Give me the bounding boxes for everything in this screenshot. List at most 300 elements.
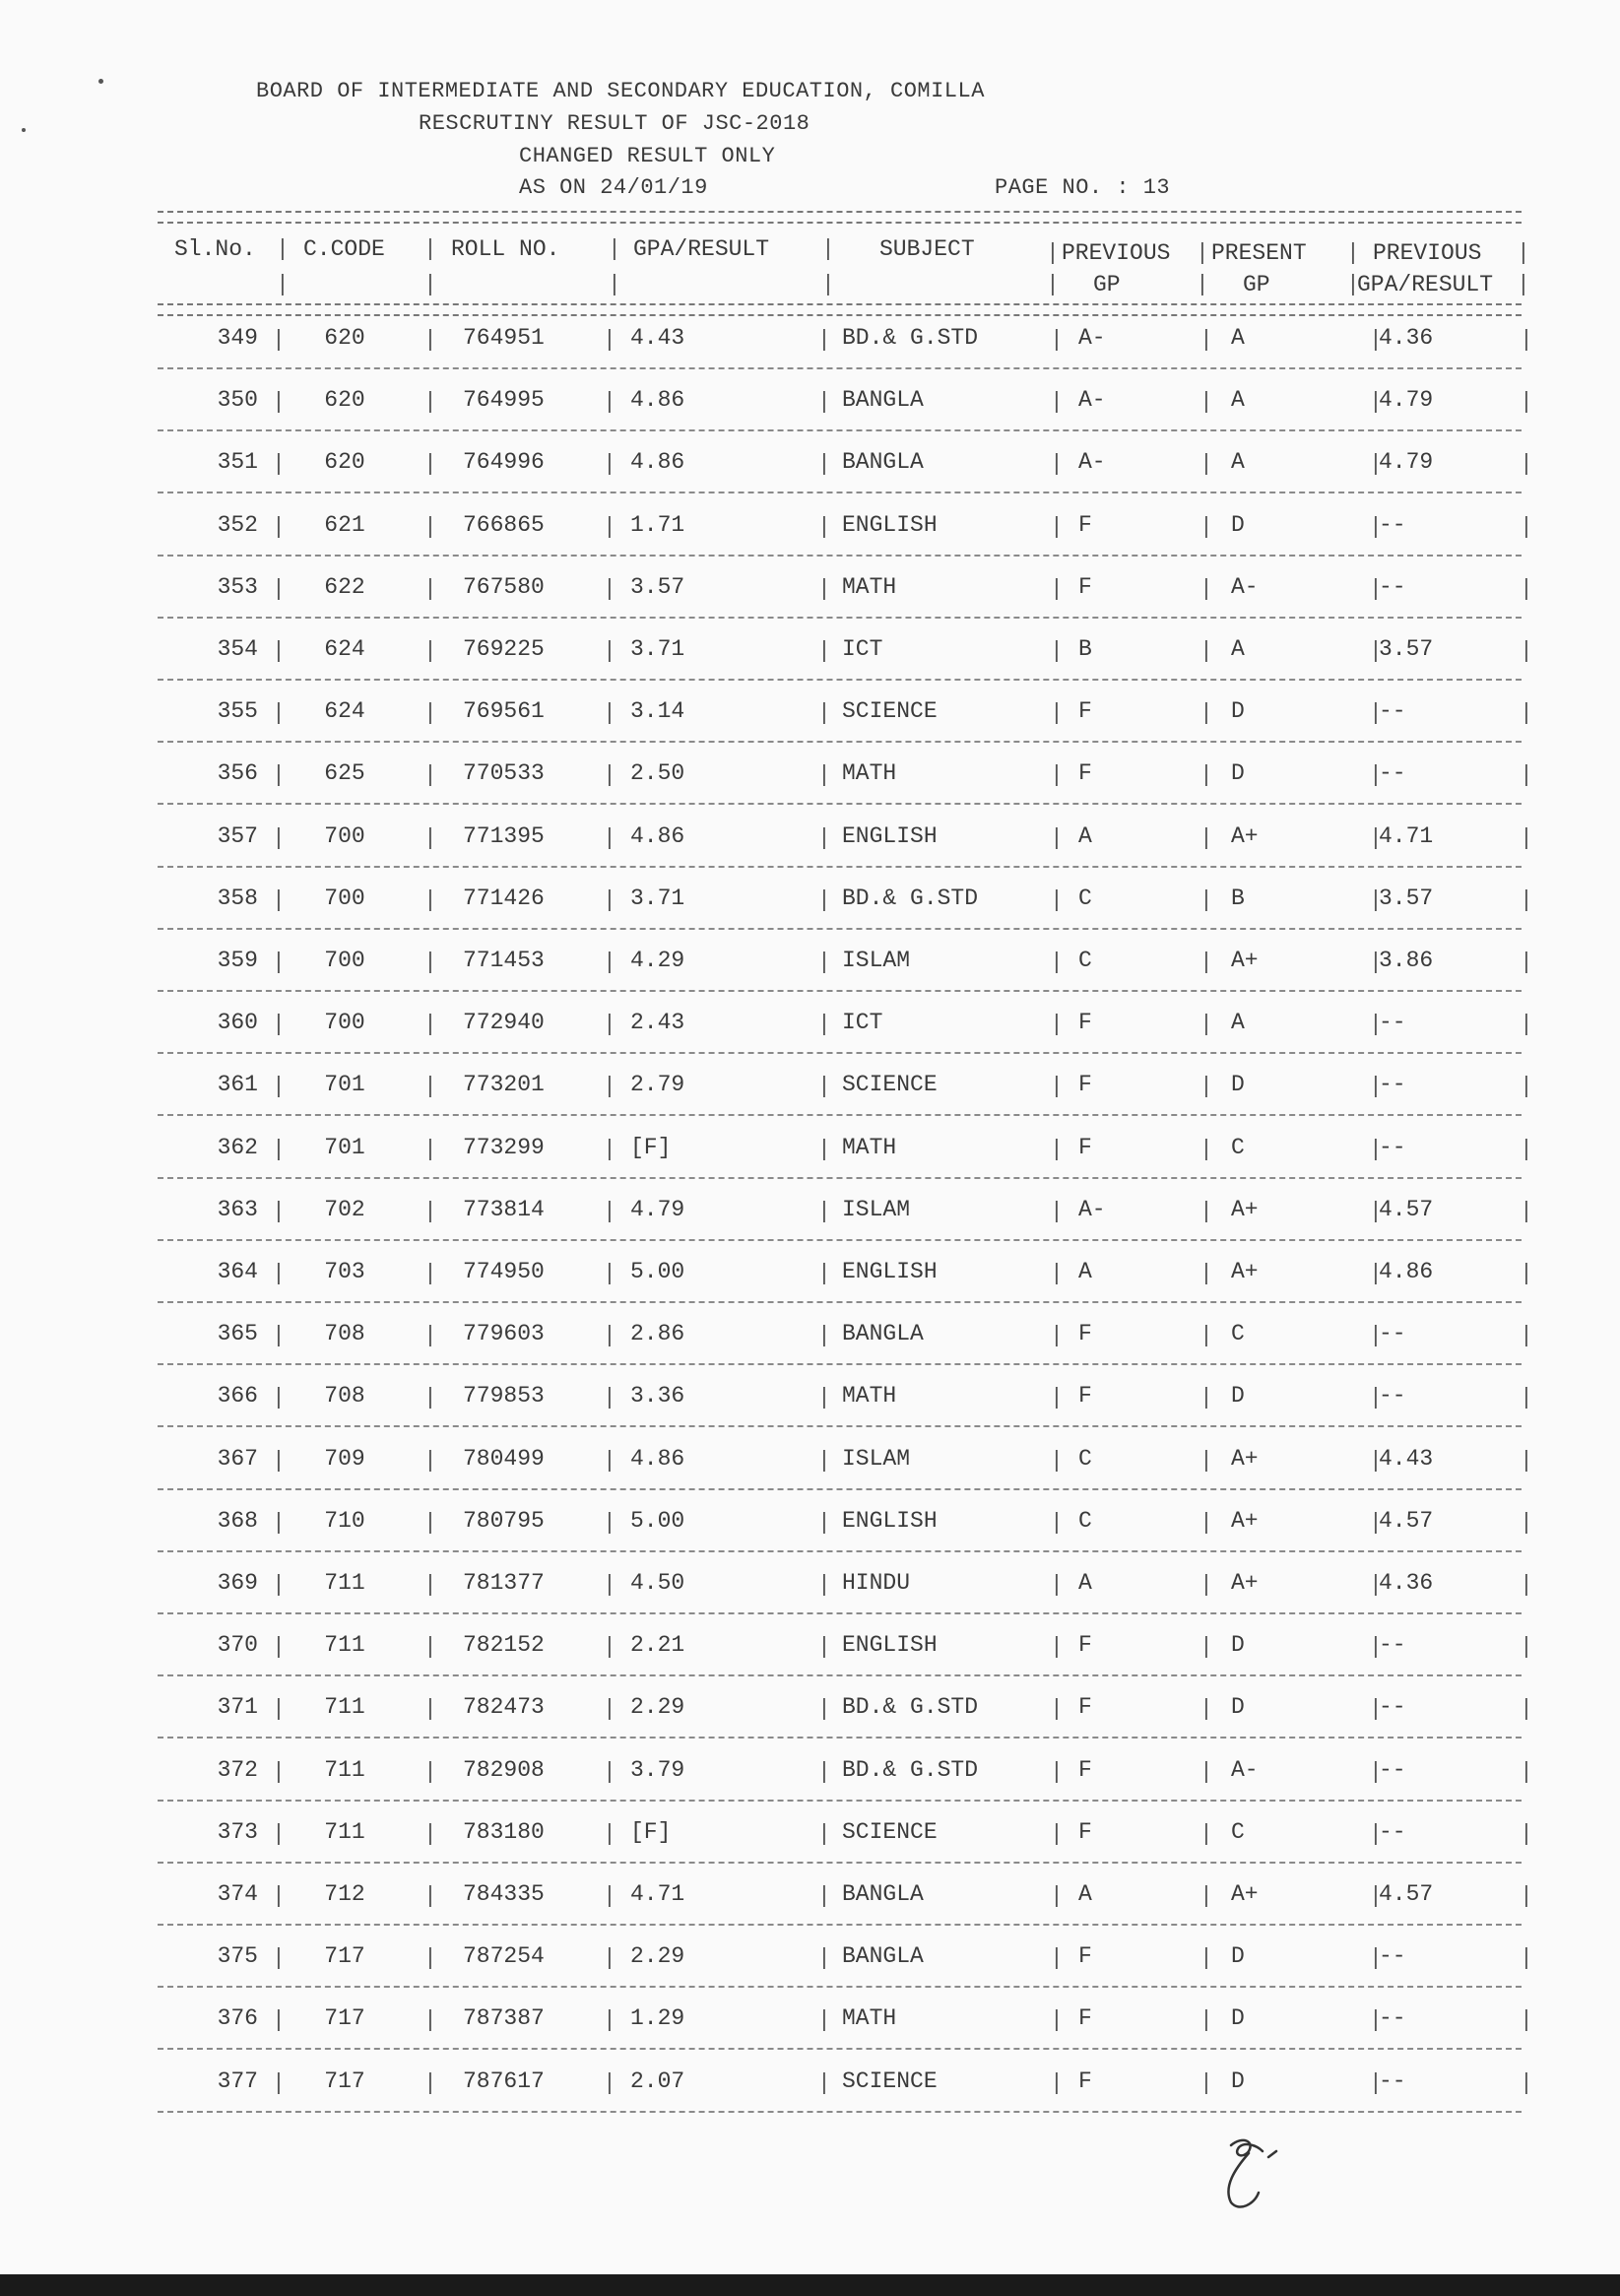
column-separator: | bbox=[1520, 1323, 1533, 1348]
column-separator: | bbox=[423, 1385, 437, 1410]
cell-rollno: 773814 bbox=[463, 1197, 545, 1222]
column-separator: | bbox=[1369, 1385, 1383, 1410]
cell-gpa-result: 1.29 bbox=[630, 2005, 685, 2031]
column-separator: | bbox=[423, 1572, 437, 1598]
column-separator: | bbox=[603, 1074, 616, 1099]
column-separator: | bbox=[817, 451, 831, 477]
cell-previous-result: 4.36 bbox=[1379, 325, 1434, 351]
cell-subject: BD.& G.STD bbox=[842, 886, 979, 911]
column-separator: | bbox=[817, 1448, 831, 1474]
column-separator: | bbox=[1369, 1137, 1383, 1162]
column-separator: | bbox=[272, 1323, 286, 1348]
row-rule bbox=[158, 1986, 1522, 1988]
col-ccode: C.CODE bbox=[303, 236, 385, 262]
column-separator: | bbox=[1199, 1821, 1213, 1847]
column-separator: | bbox=[1199, 887, 1213, 913]
cell-slno: 376 bbox=[217, 2005, 258, 2031]
column-separator: | bbox=[1369, 576, 1383, 602]
column-separator: | bbox=[1369, 1510, 1383, 1536]
row-rule bbox=[158, 1052, 1522, 1054]
cell-rollno: 774950 bbox=[463, 1259, 545, 1284]
column-separator: | bbox=[1520, 1759, 1533, 1785]
cell-ccode: 717 bbox=[324, 2005, 365, 2031]
cell-ccode: 701 bbox=[324, 1135, 365, 1160]
column-separator: | bbox=[603, 1137, 616, 1162]
column-separator: | bbox=[1520, 1385, 1533, 1410]
column-separator: | bbox=[603, 1448, 616, 1474]
cell-previous-result: 4.79 bbox=[1379, 449, 1434, 475]
column-separator: | bbox=[603, 1883, 616, 1909]
row-rule bbox=[158, 741, 1522, 743]
cell-previous-result: 4.43 bbox=[1379, 1446, 1434, 1472]
column-separator: | bbox=[1369, 2007, 1383, 2033]
cell-previous-gp: F bbox=[1078, 2005, 1092, 2031]
column-separator: | bbox=[272, 1945, 286, 1971]
cell-previous-gp: F bbox=[1078, 1943, 1092, 1969]
col-previous-gp-sub: GP bbox=[1093, 272, 1121, 297]
column-separator: | bbox=[603, 887, 616, 913]
cell-present-gp: A- bbox=[1231, 1757, 1259, 1783]
cell-previous-gp: F bbox=[1078, 698, 1092, 724]
cell-gpa-result: 3.14 bbox=[630, 698, 685, 724]
column-separator: | bbox=[1520, 327, 1533, 353]
cell-slno: 371 bbox=[217, 1694, 258, 1720]
column-separator: | bbox=[1199, 1759, 1213, 1785]
cell-rollno: 770533 bbox=[463, 760, 545, 786]
cell-previous-gp: A- bbox=[1078, 449, 1106, 475]
column-separator: | bbox=[817, 638, 831, 664]
column-separator: | bbox=[603, 576, 616, 602]
cell-previous-gp: A bbox=[1078, 1570, 1092, 1596]
column-separator: | bbox=[1520, 389, 1533, 415]
cell-gpa-result: 2.29 bbox=[630, 1943, 685, 1969]
column-separator: | bbox=[1050, 1510, 1064, 1536]
cell-previous-gp: A bbox=[1078, 1259, 1092, 1284]
column-separator: | bbox=[423, 451, 437, 477]
column-separator: | bbox=[1199, 1696, 1213, 1722]
column-separator: | bbox=[1520, 1821, 1533, 1847]
column-separator: | bbox=[272, 514, 286, 540]
column-separator: | bbox=[1520, 762, 1533, 788]
column-separator: | bbox=[1050, 1448, 1064, 1474]
board-title: BOARD OF INTERMEDIATE AND SECONDARY EDUCATION, COMILLA bbox=[256, 79, 985, 103]
column-separator: | bbox=[1520, 1199, 1533, 1224]
cell-gpa-result: 3.57 bbox=[630, 574, 685, 600]
cell-previous-result: -- bbox=[1379, 2005, 1406, 2031]
column-separator: | bbox=[603, 2007, 616, 2033]
column-separator: | bbox=[423, 1634, 437, 1660]
column-separator: | bbox=[1199, 1199, 1213, 1224]
column-separator: | bbox=[817, 327, 831, 353]
column-separator: | bbox=[817, 762, 831, 788]
cell-previous-gp: F bbox=[1078, 1072, 1092, 1097]
cell-ccode: 717 bbox=[324, 2068, 365, 2094]
column-separator: | bbox=[272, 1261, 286, 1286]
cell-present-gp: D bbox=[1231, 1383, 1245, 1409]
row-rule bbox=[158, 429, 1522, 431]
column-separator: | bbox=[817, 1883, 831, 1909]
cell-ccode: 620 bbox=[324, 449, 365, 475]
column-separator: | bbox=[603, 327, 616, 353]
cell-previous-result: 4.57 bbox=[1379, 1881, 1434, 1907]
column-separator: | bbox=[603, 1634, 616, 1660]
column-separator: | bbox=[272, 1696, 286, 1722]
cell-previous-gp: F bbox=[1078, 760, 1092, 786]
col-previous-gp: PREVIOUS bbox=[1062, 240, 1171, 266]
column-separator: | bbox=[603, 762, 616, 788]
column-separator: | bbox=[423, 514, 437, 540]
report-subtitle: CHANGED RESULT ONLY bbox=[519, 144, 776, 168]
column-separator: | bbox=[1199, 825, 1213, 851]
header-rule-bottom bbox=[158, 303, 1522, 316]
cell-present-gp: A bbox=[1231, 387, 1245, 413]
row-rule bbox=[158, 1612, 1522, 1614]
column-separator: | bbox=[817, 1572, 831, 1598]
cell-rollno: 779853 bbox=[463, 1383, 545, 1409]
column-separator: | bbox=[272, 327, 286, 353]
column-separator: | bbox=[1369, 1572, 1383, 1598]
cell-ccode: 711 bbox=[324, 1632, 365, 1658]
row-rule bbox=[158, 492, 1522, 493]
column-separator: | bbox=[603, 1261, 616, 1286]
column-separator: | bbox=[1199, 2007, 1213, 2033]
column-separator: | bbox=[1199, 389, 1213, 415]
cell-present-gp: B bbox=[1231, 886, 1245, 911]
cell-previous-result: -- bbox=[1379, 1321, 1406, 1346]
cell-previous-result: -- bbox=[1379, 1819, 1406, 1845]
cell-subject: SCIENCE bbox=[842, 698, 938, 724]
cell-previous-gp: C bbox=[1078, 1446, 1092, 1472]
cell-rollno: 772940 bbox=[463, 1010, 545, 1035]
cell-ccode: 701 bbox=[324, 1072, 365, 1097]
column-separator: | bbox=[272, 1821, 286, 1847]
column-separator: | bbox=[1050, 887, 1064, 913]
cell-subject: MATH bbox=[842, 1135, 897, 1160]
column-separator: | bbox=[1199, 700, 1213, 726]
column-separator: | bbox=[1050, 1323, 1064, 1348]
column-separator: | bbox=[1199, 1448, 1213, 1474]
cell-gpa-result: 2.43 bbox=[630, 1010, 685, 1035]
signature-mark bbox=[1211, 2128, 1320, 2216]
cell-slno: 365 bbox=[217, 1321, 258, 1346]
column-separator: | bbox=[817, 1261, 831, 1286]
column-separator: | bbox=[817, 950, 831, 975]
column-separator: | bbox=[1369, 451, 1383, 477]
column-separator: | bbox=[423, 1821, 437, 1847]
cell-subject: ICT bbox=[842, 636, 883, 662]
cell-slno: 372 bbox=[217, 1757, 258, 1783]
column-separator: | bbox=[1199, 762, 1213, 788]
cell-rollno: 781377 bbox=[463, 1570, 545, 1596]
cell-rollno: 787617 bbox=[463, 2068, 545, 2094]
column-separator: | bbox=[1199, 1634, 1213, 1660]
column-separator: | bbox=[817, 1074, 831, 1099]
column-separator: | bbox=[1199, 2070, 1213, 2096]
row-rule bbox=[158, 1800, 1522, 1802]
cell-gpa-result: 4.86 bbox=[630, 387, 685, 413]
cell-subject: MATH bbox=[842, 574, 897, 600]
column-separator: | bbox=[272, 576, 286, 602]
column-separator: | bbox=[1520, 2070, 1533, 2096]
cell-rollno: 771426 bbox=[463, 886, 545, 911]
row-rule bbox=[158, 1363, 1522, 1365]
column-separator: | bbox=[1369, 638, 1383, 664]
cell-previous-result: -- bbox=[1379, 512, 1406, 538]
column-separator: | bbox=[817, 1012, 831, 1037]
column-separator: | bbox=[817, 1510, 831, 1536]
cell-subject: MATH bbox=[842, 2005, 897, 2031]
cell-slno: 358 bbox=[217, 886, 258, 911]
column-separator: | bbox=[817, 2070, 831, 2096]
cell-slno: 375 bbox=[217, 1943, 258, 1969]
row-rule bbox=[158, 617, 1522, 619]
column-separator: | bbox=[1520, 1696, 1533, 1722]
report-title: RESCRUTINY RESULT OF JSC-2018 bbox=[419, 111, 810, 136]
cell-previous-gp: F bbox=[1078, 574, 1092, 600]
column-separator: | bbox=[1050, 1385, 1064, 1410]
cell-gpa-result: 4.86 bbox=[630, 1446, 685, 1472]
column-separator: | bbox=[1050, 2007, 1064, 2033]
column-separator: | bbox=[272, 1074, 286, 1099]
cell-gpa-result: 4.71 bbox=[630, 1881, 685, 1907]
row-rule bbox=[158, 2111, 1522, 2113]
cell-present-gp: A+ bbox=[1231, 1197, 1259, 1222]
cell-rollno: 766865 bbox=[463, 512, 545, 538]
cell-gpa-result: 5.00 bbox=[630, 1508, 685, 1534]
cell-gpa-result: 4.50 bbox=[630, 1570, 685, 1596]
cell-rollno: 787254 bbox=[463, 1943, 545, 1969]
cell-ccode: 625 bbox=[324, 760, 365, 786]
cell-gpa-result: 4.43 bbox=[630, 325, 685, 351]
column-separator: | bbox=[423, 1261, 437, 1286]
cell-present-gp: D bbox=[1231, 698, 1245, 724]
row-rule bbox=[158, 1114, 1522, 1116]
scan-speck bbox=[22, 128, 26, 132]
cell-previous-result: 3.86 bbox=[1379, 948, 1434, 973]
cell-slno: 366 bbox=[217, 1383, 258, 1409]
cell-present-gp: A+ bbox=[1231, 1570, 1259, 1596]
cell-ccode: 711 bbox=[324, 1819, 365, 1845]
column-separator: | bbox=[1050, 1696, 1064, 1722]
cell-present-gp: D bbox=[1231, 1632, 1245, 1658]
column-separator: | bbox=[1199, 1385, 1213, 1410]
column-separator: | bbox=[817, 825, 831, 851]
cell-present-gp: D bbox=[1231, 1072, 1245, 1097]
cell-subject: BD.& G.STD bbox=[842, 1694, 979, 1720]
cell-gpa-result: 3.79 bbox=[630, 1757, 685, 1783]
col-previous-result-sub: GPA/RESULT bbox=[1357, 272, 1494, 297]
column-separator: | bbox=[272, 1572, 286, 1598]
cell-gpa-result: 3.71 bbox=[630, 886, 685, 911]
column-separator: | bbox=[1520, 887, 1533, 913]
col-gpa-result: GPA/RESULT bbox=[633, 236, 770, 262]
column-separator: | bbox=[1369, 1199, 1383, 1224]
cell-present-gp: A+ bbox=[1231, 1881, 1259, 1907]
column-separator: | bbox=[423, 638, 437, 664]
cell-slno: 355 bbox=[217, 698, 258, 724]
cell-rollno: 764996 bbox=[463, 449, 545, 475]
col-present-gp: PRESENT bbox=[1211, 240, 1307, 266]
cell-slno: 377 bbox=[217, 2068, 258, 2094]
column-separator: | bbox=[423, 1759, 437, 1785]
column-separator: | bbox=[423, 1012, 437, 1037]
cell-previous-result: -- bbox=[1379, 760, 1406, 786]
cell-slno: 352 bbox=[217, 512, 258, 538]
cell-rollno: 773201 bbox=[463, 1072, 545, 1097]
cell-rollno: 780795 bbox=[463, 1508, 545, 1534]
cell-slno: 370 bbox=[217, 1632, 258, 1658]
column-separator: | bbox=[1369, 762, 1383, 788]
column-separator: | bbox=[1520, 451, 1533, 477]
cell-previous-gp: A- bbox=[1078, 1197, 1106, 1222]
cell-gpa-result: 2.79 bbox=[630, 1072, 685, 1097]
column-separator: | bbox=[603, 1510, 616, 1536]
cell-rollno: 782908 bbox=[463, 1757, 545, 1783]
column-separator: | bbox=[272, 700, 286, 726]
cell-ccode: 624 bbox=[324, 698, 365, 724]
cell-ccode: 711 bbox=[324, 1694, 365, 1720]
row-rule bbox=[158, 555, 1522, 557]
column-separator: | bbox=[817, 1821, 831, 1847]
cell-previous-gp: F bbox=[1078, 1321, 1092, 1346]
column-separator: | bbox=[1369, 1821, 1383, 1847]
column-separator: | bbox=[1199, 1261, 1213, 1286]
column-separator: | bbox=[817, 1696, 831, 1722]
cell-present-gp: C bbox=[1231, 1321, 1245, 1346]
column-separator: | bbox=[272, 2007, 286, 2033]
row-rule bbox=[158, 1550, 1522, 1552]
column-separator: | bbox=[603, 1945, 616, 1971]
cell-slno: 359 bbox=[217, 948, 258, 973]
cell-ccode: 717 bbox=[324, 1943, 365, 1969]
cell-rollno: 771395 bbox=[463, 823, 545, 849]
cell-subject: ISLAM bbox=[842, 948, 911, 973]
column-separator: | bbox=[423, 950, 437, 975]
column-separator: | bbox=[817, 389, 831, 415]
cell-previous-result: 4.57 bbox=[1379, 1197, 1434, 1222]
cell-ccode: 708 bbox=[324, 1321, 365, 1346]
cell-subject: ENGLISH bbox=[842, 1632, 938, 1658]
report-date: AS ON 24/01/19 bbox=[519, 175, 708, 200]
cell-subject: BANGLA bbox=[842, 1881, 924, 1907]
column-separator: | bbox=[1050, 638, 1064, 664]
column-separator: | bbox=[603, 1759, 616, 1785]
cell-subject: ISLAM bbox=[842, 1446, 911, 1472]
column-separator: | bbox=[817, 1323, 831, 1348]
column-separator: | bbox=[1050, 327, 1064, 353]
cell-previous-result: -- bbox=[1379, 1694, 1406, 1720]
column-separator: | bbox=[817, 1759, 831, 1785]
row-rule bbox=[158, 1737, 1522, 1738]
cell-subject: BANGLA bbox=[842, 449, 924, 475]
cell-slno: 360 bbox=[217, 1010, 258, 1035]
column-separator: | bbox=[603, 950, 616, 975]
cell-ccode: 702 bbox=[324, 1197, 365, 1222]
column-separator: | bbox=[1520, 1883, 1533, 1909]
cell-subject: BANGLA bbox=[842, 1943, 924, 1969]
col-rollno: ROLL NO. bbox=[451, 236, 560, 262]
column-separator: | bbox=[1520, 1448, 1533, 1474]
cell-ccode: 703 bbox=[324, 1259, 365, 1284]
cell-previous-result: -- bbox=[1379, 1632, 1406, 1658]
cell-gpa-result: [F] bbox=[630, 1819, 672, 1845]
column-separator: | bbox=[817, 2007, 831, 2033]
column-separator: | bbox=[423, 576, 437, 602]
column-separator: | bbox=[1199, 576, 1213, 602]
column-separator: | bbox=[1520, 1572, 1533, 1598]
column-separator: | bbox=[423, 1696, 437, 1722]
column-separator: | bbox=[1369, 1883, 1383, 1909]
column-separator: | bbox=[423, 1137, 437, 1162]
column-separator: | bbox=[272, 2070, 286, 2096]
column-separator: | bbox=[1199, 327, 1213, 353]
cell-previous-gp: A bbox=[1078, 1881, 1092, 1907]
column-separator: | bbox=[817, 576, 831, 602]
column-separator: | bbox=[1520, 2007, 1533, 2033]
cell-present-gp: D bbox=[1231, 512, 1245, 538]
column-separator: | bbox=[272, 1883, 286, 1909]
cell-subject: SCIENCE bbox=[842, 1819, 938, 1845]
cell-subject: SCIENCE bbox=[842, 1072, 938, 1097]
column-separator: | bbox=[423, 1945, 437, 1971]
cell-present-gp: D bbox=[1231, 760, 1245, 786]
cell-rollno: 771453 bbox=[463, 948, 545, 973]
column-separator: | bbox=[817, 700, 831, 726]
cell-previous-gp: F bbox=[1078, 1135, 1092, 1160]
column-separator: | bbox=[603, 1199, 616, 1224]
column-separator: | bbox=[1520, 700, 1533, 726]
cell-previous-result: -- bbox=[1379, 1943, 1406, 1969]
cell-gpa-result: 2.50 bbox=[630, 760, 685, 786]
cell-subject: BD.& G.STD bbox=[842, 325, 979, 351]
column-separator: | bbox=[1199, 1945, 1213, 1971]
cell-rollno: 787387 bbox=[463, 2005, 545, 2031]
column-separator: | bbox=[1369, 1012, 1383, 1037]
column-separator: | bbox=[603, 2070, 616, 2096]
column-separator: | bbox=[272, 1448, 286, 1474]
column-separator: | bbox=[423, 327, 437, 353]
column-separator: | bbox=[423, 825, 437, 851]
column-separator: | bbox=[423, 1074, 437, 1099]
cell-gpa-result: 3.71 bbox=[630, 636, 685, 662]
column-separator: | bbox=[1369, 1323, 1383, 1348]
column-separator: | bbox=[423, 389, 437, 415]
cell-slno: 363 bbox=[217, 1197, 258, 1222]
column-separator: | bbox=[1199, 1012, 1213, 1037]
cell-previous-gp: F bbox=[1078, 512, 1092, 538]
cell-previous-result: 4.86 bbox=[1379, 1259, 1434, 1284]
row-rule bbox=[158, 928, 1522, 930]
column-separator: | bbox=[272, 1759, 286, 1785]
cell-present-gp: C bbox=[1231, 1135, 1245, 1160]
cell-subject: SCIENCE bbox=[842, 2068, 938, 2094]
column-separator: | bbox=[1199, 950, 1213, 975]
cell-rollno: 780499 bbox=[463, 1446, 545, 1472]
cell-previous-result: -- bbox=[1379, 1135, 1406, 1160]
page-number: PAGE NO. : 13 bbox=[995, 175, 1171, 200]
cell-rollno: 773299 bbox=[463, 1135, 545, 1160]
cell-previous-result: 4.71 bbox=[1379, 823, 1434, 849]
cell-ccode: 620 bbox=[324, 387, 365, 413]
cell-rollno: 767580 bbox=[463, 574, 545, 600]
col-subject: SUBJECT bbox=[879, 236, 975, 262]
column-separator: | bbox=[817, 1634, 831, 1660]
cell-ccode: 624 bbox=[324, 636, 365, 662]
row-rule bbox=[158, 1239, 1522, 1241]
column-separator: | bbox=[1369, 327, 1383, 353]
column-separator: | bbox=[1050, 950, 1064, 975]
cell-gpa-result: [F] bbox=[630, 1135, 672, 1160]
